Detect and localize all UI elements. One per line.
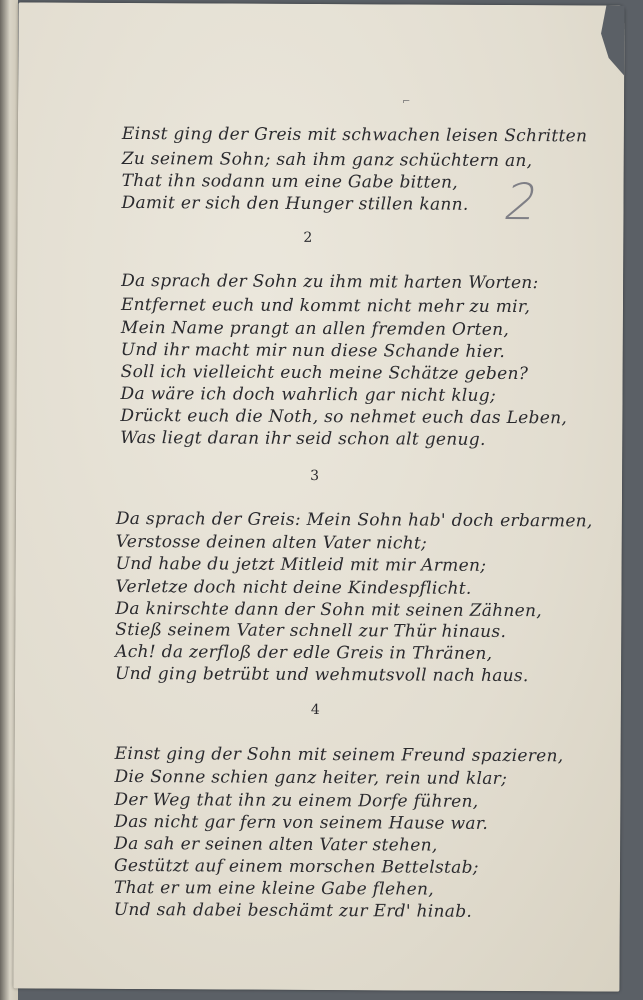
- poem-line: Damit er sich den Hunger stillen kann.: [121, 192, 469, 215]
- poem-line: Gestützt auf einem morschen Bettelstab;: [114, 855, 479, 878]
- stanza-1: [19, 2, 625, 215]
- poem-line: Da sprach der Greis: Mein Sohn hab' doch erbarmen,: [115, 508, 593, 532]
- poem-line: Und ihr macht mir nun diese Schande hier.: [120, 339, 506, 362]
- poem-line: Was liegt daran ihr seid schon alt genug.: [120, 427, 486, 450]
- document-page: [13, 2, 624, 991]
- stanza-number: 2: [303, 229, 313, 246]
- poem-line: Einst ging der Sohn mit seinem Freund spazieren,: [114, 743, 564, 767]
- poem-line: Da sprach der Sohn zu ihm mit harten Worten:: [121, 270, 539, 294]
- poem-line: Die Sonne schien ganz heiter, rein und klar;: [114, 766, 508, 789]
- poem-line: Verstosse deinen alten Vater nicht;: [115, 531, 428, 554]
- poem-line: Da knirschte dann der Sohn mit seinen Zähnen,: [115, 598, 543, 622]
- poem-line: Und ging betrübt und wehmutsvoll nach haus.: [115, 663, 529, 687]
- poem-line: Verletze doch nicht deine Kindespflicht.: [115, 576, 472, 599]
- torn-corner: [598, 5, 624, 75]
- poem-line: Und sah dabei beschämt zur Erd' hinab.: [113, 899, 473, 922]
- poem-line: Das nicht gar fern von seinem Hause war.: [114, 811, 489, 834]
- poem-line: Soll ich vielleicht euch meine Schätze geben?: [120, 361, 529, 385]
- poem-line: Mein Name prangt an allen fremden Orten,: [120, 317, 510, 340]
- poem-line: Da wäre ich doch wahrlich gar nicht klug;: [120, 383, 497, 406]
- poem-line: Drückt euch die Noth, so nehmet euch das Leben,: [120, 405, 568, 429]
- stanza-number: 4: [310, 701, 320, 719]
- poem-line: Zu seinem Sohn; sah ihm ganz schüchtern an,: [121, 148, 533, 172]
- handwritten-page-number: 2: [499, 173, 544, 232]
- poem-line: Und habe du jetzt Mitleid mit mir Armen;: [115, 553, 487, 576]
- poem-line: Stieß seinem Vater schnell zur Thür hinaus.: [115, 619, 507, 642]
- poem-line: That ihn sodann um eine Gabe bitten,: [121, 170, 459, 193]
- pencil-tick-mark: ⌐: [402, 96, 411, 108]
- stanza-number: 3: [310, 467, 320, 484]
- poem-line: Einst ging der Greis mit schwachen leisen Schritten: [121, 123, 588, 147]
- poem-line: Ach! da zerfloß der edle Greis in Thränen,: [115, 641, 493, 664]
- poem-line: Da sah er seinen alten Vater stehen,: [114, 833, 438, 856]
- poem-line: Entfernet euch und kommt nicht mehr zu mir,: [120, 294, 531, 318]
- poem-line: That er um eine kleine Gabe flehen,: [113, 877, 434, 900]
- poem-line: Der Weg that ihn zu einem Dorfe führen,: [114, 789, 479, 812]
